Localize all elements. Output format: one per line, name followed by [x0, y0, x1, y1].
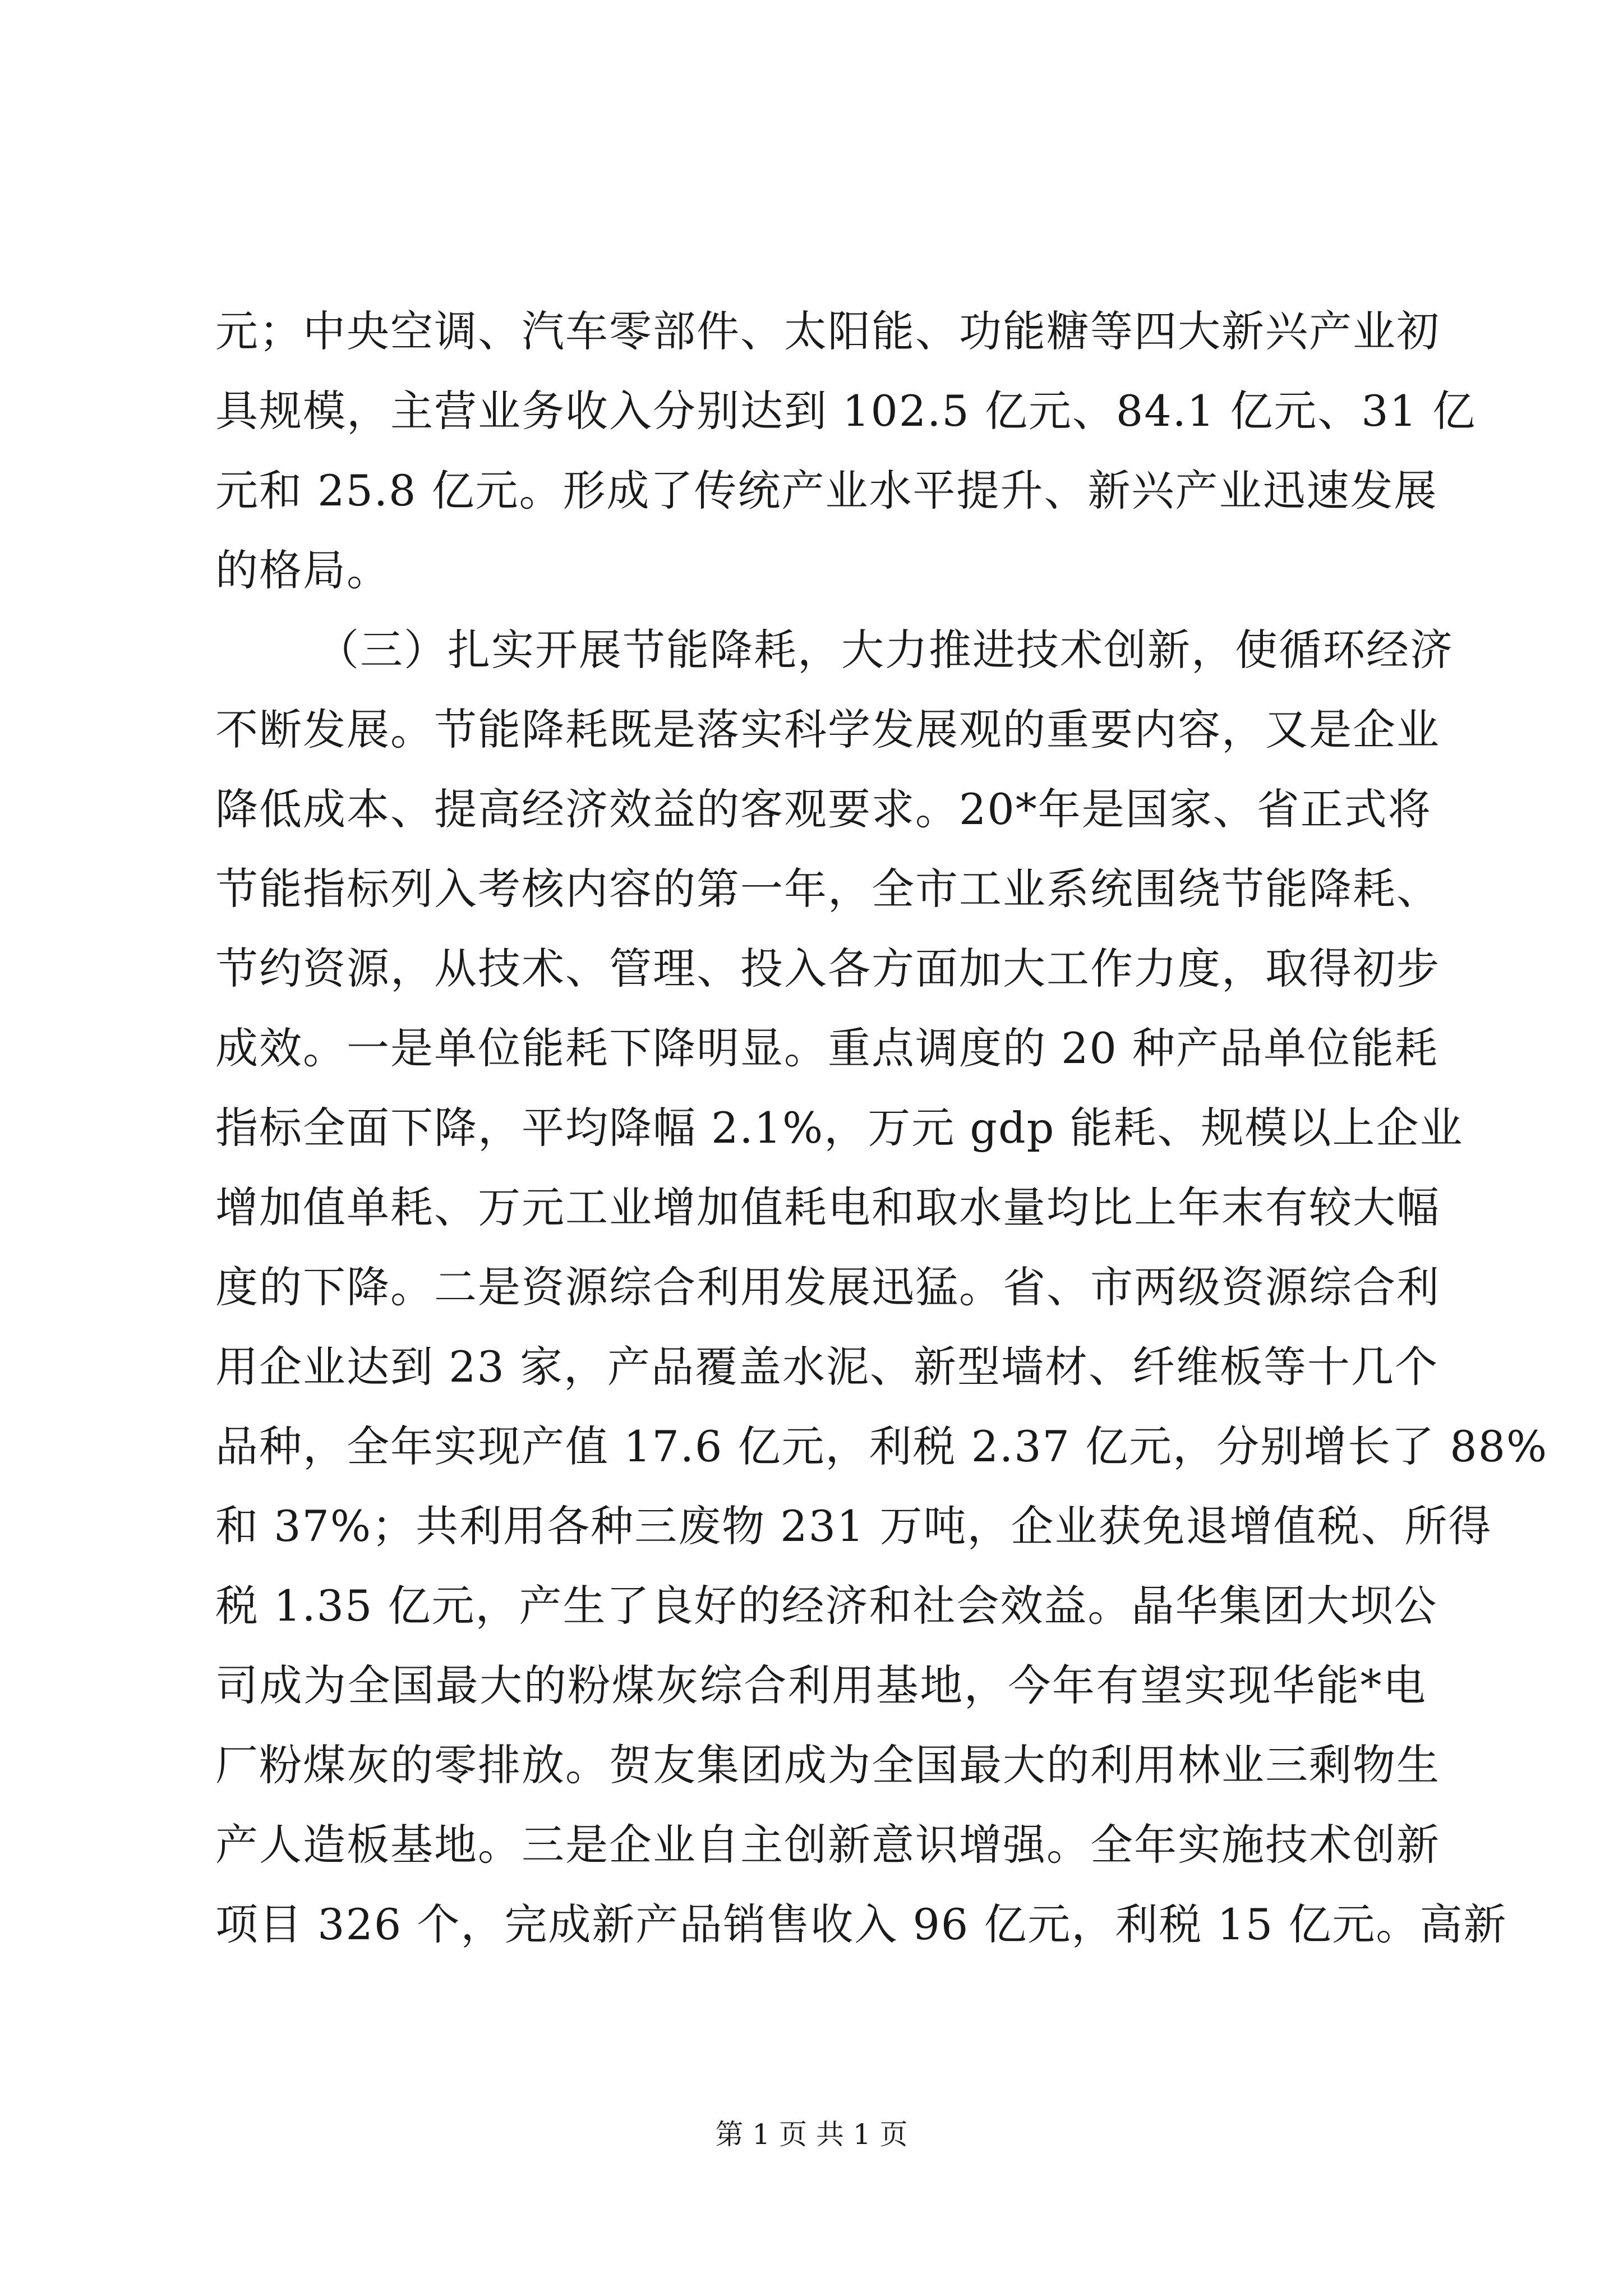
text-line: 元和 25.8 亿元。形成了传统产业水平提升、新兴产业迅速发展	[215, 466, 1438, 516]
text-line: 司成为全国最大的粉煤灰综合利用基地，今年有望实现华能*电	[215, 1660, 1427, 1710]
text-line: 不断发展。节能降耗既是落实科学发展观的重要内容，又是企业	[215, 705, 1440, 754]
text-line: 项目 326 个，完成新产品销售收入 96 亿元，利税 15 亿元。高新	[215, 1899, 1507, 1949]
section-heading-line: （三）扎实开展节能降耗，大力推进技术创新，使循环经济	[316, 625, 1454, 675]
text-line: 增加值单耗、万元工业增加值耗电和取水量均比上年末有较大幅	[215, 1182, 1440, 1232]
text-line: 指标全面下降，平均降幅 2.1%，万元 gdp 能耗、规模以上企业	[215, 1103, 1464, 1153]
page-footer: 第 1 页 共 1 页	[715, 2118, 908, 2151]
text-line: 品种，全年实现产值 17.6 亿元，利税 2.37 亿元，分别增长了 88%	[215, 1421, 1548, 1471]
text-line: 和 37%；共利用各种三废物 231 万吨，企业获免退增值税、所得	[215, 1501, 1492, 1551]
text-line: 的格局。	[215, 545, 390, 595]
text-line: 产人造板基地。三是企业自主创新意识增强。全年实施技术创新	[215, 1820, 1440, 1870]
text-line: 成效。一是单位能耗下降明显。重点调度的 20 种产品单位能耗	[215, 1023, 1439, 1073]
text-line: 节能指标列入考核内容的第一年，全市工业系统围绕节能降耗、	[215, 864, 1440, 914]
text-line: 降低成本、提高经济效益的客观要求。20*年是国家、省正式将	[215, 784, 1432, 834]
text-line: 厂粉煤灰的零排放。贺友集团成为全国最大的利用林业三剩物生	[215, 1740, 1440, 1790]
text-line: 具规模，主营业务收入分别达到 102.5 亿元、84.1 亿元、31 亿	[215, 386, 1477, 436]
text-line: 税 1.35 亿元，产生了良好的经济和社会效益。晶华集团大坝公	[215, 1581, 1438, 1631]
text-line: 元；中央空调、汽车零部件、太阳能、功能糖等四大新兴产业初	[215, 306, 1440, 356]
body-text	[215, 292, 1548, 1964]
text-line: 节约资源，从技术、管理、投入各方面加大工作力度，取得初步	[215, 944, 1440, 993]
text-line: 度的下降。二是资源综合利用发展迅猛。省、市两级资源综合利	[215, 1262, 1440, 1312]
text-line: 用企业达到 23 家，产品覆盖水泥、新型墙材、纤维板等十几个	[215, 1342, 1439, 1392]
